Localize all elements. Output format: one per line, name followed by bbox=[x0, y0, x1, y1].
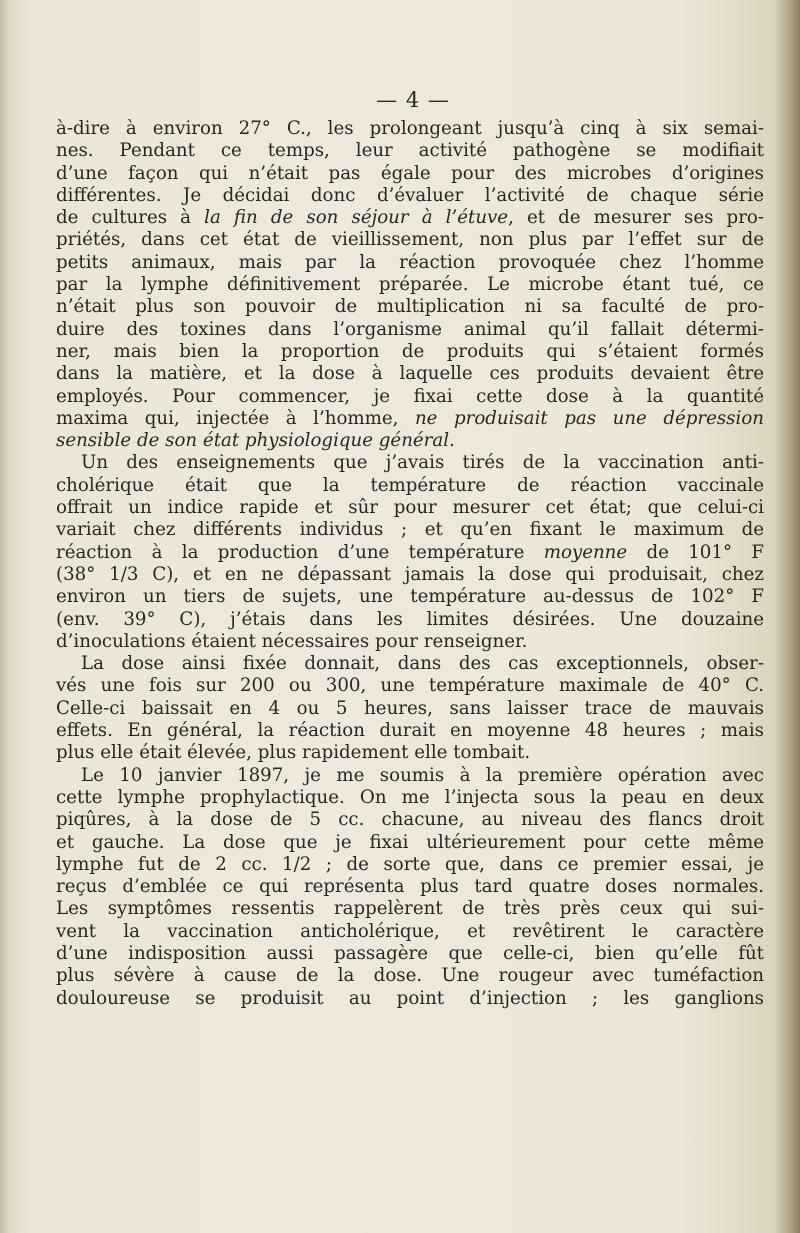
text-segment: n’était plus son pouvoir de multiplication ni sa faculté de pro- bbox=[56, 296, 764, 318]
text-segment: différentes. Je décidai donc d’évaluer l’activité de chaque série bbox=[56, 184, 764, 206]
text-line bbox=[56, 921, 764, 943]
text-segment: petits animaux, mais par la réaction provoquée chez l’homme bbox=[56, 251, 764, 273]
text-line bbox=[56, 118, 764, 140]
text-segment: dans la matière, et la dose à laquelle ces produits devaient être bbox=[56, 363, 764, 385]
text-segment: employés. Pour commencer, je fixai cette dose à la quantité bbox=[56, 385, 764, 407]
text-line bbox=[56, 809, 764, 831]
text-line bbox=[56, 698, 764, 720]
text-line bbox=[56, 854, 764, 876]
text-line bbox=[56, 898, 764, 920]
text-line bbox=[56, 519, 764, 541]
italic-text-segment: sensible de son état physiologique général. bbox=[56, 430, 455, 452]
text-segment: ner, mais bien la proportion de produits qui s’étaient formés bbox=[56, 340, 764, 362]
text-segment: Les symptômes ressentis rappelèrent de très près ceux qui sui- bbox=[56, 898, 764, 920]
text-line bbox=[56, 653, 764, 675]
text-segment: priétés, dans cet état de vieillissement, non plus par l’effet sur de bbox=[56, 229, 764, 251]
text-segment: nes. Pendant ce temps, leur activité pathogène se modifiait bbox=[56, 140, 764, 162]
text-line bbox=[56, 876, 764, 898]
text-segment: variait chez différents individus ; et qu’en fixant le maximum de bbox=[56, 519, 764, 541]
text-segment: (38° 1/3 C), et en ne dépassant jamais la dose qui produisait, chez bbox=[56, 563, 764, 585]
text-segment: La dose ainsi fixée donnait, dans des cas exceptionnels, obser- bbox=[81, 653, 764, 675]
text-line bbox=[56, 564, 764, 586]
text-line bbox=[56, 163, 764, 185]
text-segment: par la lymphe définitivement préparée. Le microbe étant tué, ce bbox=[56, 274, 764, 296]
text-line bbox=[56, 609, 764, 631]
text-line bbox=[56, 742, 764, 764]
italic-text-segment: moyenne bbox=[543, 541, 628, 563]
text-line bbox=[56, 386, 764, 408]
text-line bbox=[56, 229, 764, 251]
text-segment: vés une fois sur 200 ou 300, une température maximale de 40° C. bbox=[56, 675, 764, 697]
text-line bbox=[56, 274, 764, 296]
text-line bbox=[56, 252, 764, 274]
text-segment: vent la vaccination anticholérique, et revêtirent le caractère bbox=[56, 920, 764, 942]
italic-text-segment: ne produisait pas une dépression bbox=[414, 407, 764, 429]
text-line bbox=[56, 452, 764, 474]
text-segment: plus sévère à cause de la dose. Une rougeur avec tuméfaction bbox=[56, 965, 764, 987]
page-binding-shadow bbox=[774, 0, 800, 1233]
text-segment: , et de mesurer ses pro- bbox=[508, 207, 764, 229]
text-segment: (env. 39° C), j’étais dans les limites désirées. Une douzaine bbox=[56, 608, 764, 630]
body-text bbox=[56, 118, 764, 1010]
text-segment: réaction à la production d’une température bbox=[56, 541, 544, 563]
text-segment: maxima qui, injectée à l’homme, bbox=[56, 407, 415, 429]
text-line bbox=[56, 720, 764, 742]
page-number: — 4 — bbox=[376, 88, 450, 112]
text-segment: environ un tiers de sujets, une température au-dessus de 102° F bbox=[56, 586, 764, 608]
text-segment: plus elle était élevée, plus rapidement elle tombait. bbox=[56, 742, 531, 764]
text-line bbox=[56, 408, 764, 430]
text-segment: offrait un indice rapide et sûr pour mesurer cet état; que celui-ci bbox=[56, 497, 764, 519]
text-line bbox=[56, 675, 764, 697]
text-segment: reçus d’emblée ce qui représenta plus tard quatre doses normales. bbox=[56, 876, 764, 898]
text-segment: piqûres, à la dose de 5 cc. chacune, au niveau des flancs droit bbox=[56, 809, 764, 831]
page-left-edge bbox=[0, 0, 10, 1233]
text-line bbox=[56, 341, 764, 363]
text-line bbox=[56, 586, 764, 608]
text-segment: lymphe fut de 2 cc. 1/2 ; de sorte que, dans ce premier essai, je bbox=[56, 853, 764, 875]
text-segment: duire des toxines dans l’organisme animal qu’il fallait détermi- bbox=[56, 318, 764, 340]
text-segment: d’une indisposition aussi passagère que celle-ci, bien qu’elle fût bbox=[56, 942, 764, 964]
text-line bbox=[56, 430, 764, 452]
text-line bbox=[56, 542, 764, 564]
text-segment: effets. En général, la réaction durait en moyenne 48 heures ; mais bbox=[56, 720, 764, 742]
text-segment: cholérique était que la température de réaction vaccinale bbox=[56, 474, 764, 496]
text-segment: à-dire à environ 27° C., les prolongeant jusqu’à cinq à six semai- bbox=[56, 118, 764, 139]
text-segment: Celle-ci baissait en 4 ou 5 heures, sans laisser trace de mauvais bbox=[56, 697, 764, 719]
text-line bbox=[56, 988, 764, 1010]
text-segment: d’une façon qui n’était pas égale pour des microbes d’origines bbox=[56, 162, 764, 184]
text-line bbox=[56, 296, 764, 318]
text-segment: d’inoculations étaient nécessaires pour renseigner. bbox=[56, 630, 528, 652]
text-line bbox=[56, 832, 764, 854]
text-line bbox=[56, 787, 764, 809]
text-line bbox=[56, 943, 764, 965]
text-line bbox=[56, 185, 764, 207]
text-segment: cette lymphe prophylactique. On me l’injecta sous la peau en deux bbox=[56, 786, 764, 808]
text-segment: de 101° F bbox=[627, 541, 764, 563]
text-segment: Le 10 janvier 1897, je me soumis à la première opération avec bbox=[81, 764, 764, 786]
text-line bbox=[56, 475, 764, 497]
text-line bbox=[56, 363, 764, 385]
text-line bbox=[56, 965, 764, 987]
text-line bbox=[56, 497, 764, 519]
text-line bbox=[56, 765, 764, 787]
text-line bbox=[56, 207, 764, 229]
text-segment: douloureuse se produisit au point d’injection ; les ganglions bbox=[56, 987, 764, 1009]
text-segment: et gauche. La dose que je fixai ultérieurement pour cette même bbox=[56, 831, 764, 853]
text-line bbox=[56, 319, 764, 341]
text-segment: Un des enseignements que j’avais tirés de la vaccination anti- bbox=[81, 452, 764, 474]
text-line bbox=[56, 140, 764, 162]
text-line bbox=[56, 631, 764, 653]
italic-text-segment: la fin de son séjour à l’étuve bbox=[204, 207, 509, 229]
text-segment: de cultures à bbox=[56, 207, 205, 229]
